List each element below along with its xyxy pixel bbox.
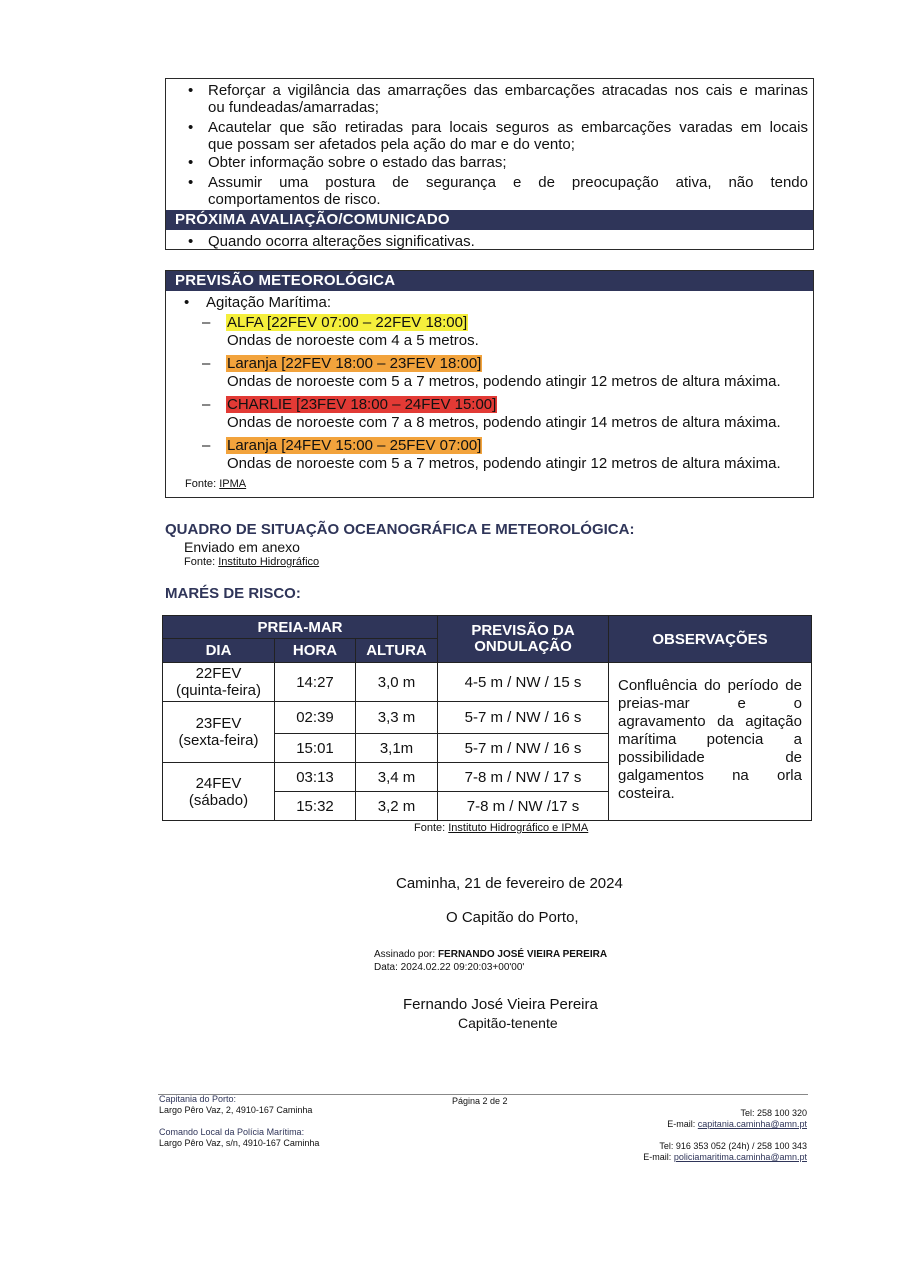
- bullet-item: • Obter informação sobre o estado das barras;: [166, 154, 815, 171]
- signature-date: Data: 2024.02.22 09:20:03+00'00': [374, 962, 525, 973]
- swell-cell: 5-7 m / NW / 16 s: [438, 702, 609, 734]
- source-label: Fonte:: [184, 556, 219, 568]
- forecast-period: [166, 437, 806, 473]
- next-evaluation-header: PRÓXIMA AVALIAÇÃO/COMUNICADO: [166, 210, 813, 230]
- source-label: Fonte:: [185, 478, 220, 490]
- hour-header: HORA: [275, 639, 356, 663]
- dash: –: [202, 437, 211, 454]
- source-link[interactable]: Instituto Hidrográfico: [218, 556, 320, 568]
- tides-source: [414, 822, 588, 834]
- observations-text: Confluência do período de preias-mar e o agravamento da agitação marítima potencia a possibilidade de galgamentos na orla costeira.: [618, 677, 802, 802]
- footer-org-capitania: Capitania do Porto:: [159, 1094, 237, 1104]
- observations-header: OBSERVAÇÕES: [609, 616, 812, 663]
- forecast-swell-header: PREVISÃO DA ONDULAÇÃO: [438, 616, 609, 663]
- hour-cell: 02:39: [275, 702, 356, 734]
- height-cell: 3,4 m: [356, 763, 438, 792]
- footer-right: [643, 1108, 807, 1163]
- signatory-name: Fernando José Vieira Pereira: [403, 996, 598, 1013]
- hour-cell: 15:01: [275, 734, 356, 763]
- day-cell: 22FEV (quinta-feira): [163, 663, 275, 702]
- forecast-header: PREVISÃO METEOROLÓGICA: [166, 271, 813, 291]
- sea-state-label: Agitação Marítima:: [206, 294, 332, 311]
- period-label: Laranja [24FEV 15:00 – 25FEV 07:00]: [227, 437, 482, 454]
- footer-tel-policia: Tel: 916 353 052 (24h) / 258 100 343: [659, 1141, 807, 1151]
- source-link[interactable]: IPMA: [219, 478, 247, 490]
- footer-address-policia: Largo Pêro Vaz, s/n, 4910-167 Caminha: [159, 1138, 320, 1148]
- day-cell: 24FEV (sábado): [163, 763, 275, 821]
- forecast-box: [165, 270, 814, 498]
- period-description: Ondas de noroeste com 5 a 7 metros, podendo atingir 12 metros de altura máxima.: [227, 455, 781, 472]
- email-label: E-mail:: [643, 1152, 674, 1162]
- table-row: [163, 663, 812, 702]
- hour-cell: 14:27: [275, 663, 356, 702]
- hour-cell: 15:32: [275, 792, 356, 821]
- email-label: E-mail:: [667, 1119, 698, 1129]
- swell-cell: 7-8 m / NW /17 s: [438, 792, 609, 821]
- height-cell: 3,2 m: [356, 792, 438, 821]
- height-cell: 3,3 m: [356, 702, 438, 734]
- period-label: CHARLIE [23FEV 18:00 – 24FEV 15:00]: [227, 396, 497, 413]
- day-cell: 23FEV (sexta-feira): [163, 702, 275, 763]
- footer-address-capitania: Largo Pêro Vaz, 2, 4910-167 Caminha: [159, 1105, 313, 1115]
- signed-by-label: Assinado por:: [374, 949, 438, 960]
- swell-cell: 5-7 m / NW / 16 s: [438, 734, 609, 763]
- digital-signature: [374, 948, 607, 974]
- bullet-line: Reforçar a vigilância das amarrações das embarcações atracadas nos cais e marinas: [208, 82, 808, 99]
- forecast-period: [166, 396, 806, 432]
- bullet-line: Assumir uma postura de segurança e de preocupação ativa, não tendo: [208, 174, 808, 191]
- oceanographic-title: QUADRO DE SITUAÇÃO OCEANOGRÁFICA E METEOROLÓGICA:: [165, 521, 635, 538]
- oceanographic-text: Enviado em anexo: [184, 539, 300, 555]
- signatory-role: O Capitão do Porto,: [446, 909, 579, 926]
- swell-cell: 4-5 m / NW / 15 s: [438, 663, 609, 702]
- bullet-item: • Quando ocorra alterações significativas.: [166, 233, 815, 250]
- height-cell: 3,1m: [356, 734, 438, 763]
- period-description: Ondas de noroeste com 5 a 7 metros, podendo atingir 12 metros de altura máxima.: [227, 373, 781, 390]
- bullet-item: • Agitação Marítima:: [184, 294, 332, 311]
- preia-mar-header: PREIA-MAR: [163, 616, 438, 639]
- swell-cell: 7-8 m / NW / 17 s: [438, 763, 609, 792]
- page-number: Página 2 de 2: [452, 1096, 508, 1106]
- footer-org-policia: Comando Local da Polícia Marítima:: [159, 1127, 305, 1137]
- bullet-item: • Assumir uma postura de segurança e de preocupação ativa, não tendo comportamentos de risco.: [188, 174, 808, 208]
- period-description: Ondas de noroeste com 4 a 5 metros.: [227, 332, 479, 349]
- bullet-line: Obter informação sobre o estado das barras;: [208, 154, 507, 171]
- email-policia-link[interactable]: policiamaritima.caminha@amn.pt: [673, 1152, 807, 1162]
- forecast-period: [166, 355, 806, 391]
- period-label: Laranja [22FEV 18:00 – 23FEV 18:00]: [227, 355, 482, 372]
- forecast-period: [166, 314, 806, 350]
- period-description: Ondas de noroeste com 7 a 8 metros, podendo atingir 14 metros de altura máxima.: [227, 414, 781, 431]
- hour-cell: 03:13: [275, 763, 356, 792]
- height-cell: 3,0 m: [356, 663, 438, 702]
- tides-title: MARÉS DE RISCO:: [165, 585, 301, 602]
- period-label: ALFA [22FEV 07:00 – 22FEV 18:00]: [227, 314, 468, 331]
- bullet-item: • Reforçar a vigilância das amarrações das embarcações atracadas nos cais e marinas ou fundeadas/amarradas;: [188, 82, 808, 116]
- forecast-source: [185, 478, 246, 490]
- tides-table: [162, 615, 812, 821]
- height-header: ALTURA: [356, 639, 438, 663]
- source-link[interactable]: Instituto Hidrográfico e IPMA: [448, 822, 589, 834]
- measures-box: [165, 78, 814, 250]
- day-header: DIA: [163, 639, 275, 663]
- dash: –: [202, 396, 211, 413]
- next-evaluation-text: Quando ocorra alterações significativas.: [208, 233, 475, 250]
- footer-tel-capitania: Tel: 258 100 320: [740, 1108, 807, 1118]
- bullet-line: comportamentos de risco.: [208, 191, 381, 208]
- oceanographic-source: [184, 556, 319, 568]
- dash: –: [202, 355, 211, 372]
- email-capitania-link[interactable]: capitania.caminha@amn.pt: [697, 1119, 807, 1129]
- footer-left: [159, 1094, 319, 1149]
- observations-cell: [609, 663, 812, 821]
- signer-name: FERNANDO JOSÉ VIEIRA PEREIRA: [437, 949, 608, 960]
- source-label: Fonte:: [414, 822, 449, 834]
- bullet-line: Acautelar que são retiradas para locais seguros as embarcações varadas em locais: [208, 119, 808, 136]
- dash: –: [202, 314, 211, 331]
- bullet-line: ou fundeadas/amarradas;: [208, 99, 379, 116]
- bullet-line: que possam ser afetados pela ação do mar e do vento;: [208, 136, 575, 153]
- signatory-rank: Capitão-tenente: [458, 1015, 558, 1031]
- bullet-item: • Acautelar que são retiradas para locais seguros as embarcações varadas em locais que possam ser afetados pela ação do mar e do vento;: [188, 119, 808, 153]
- place-date: Caminha, 21 de fevereiro de 2024: [396, 875, 623, 892]
